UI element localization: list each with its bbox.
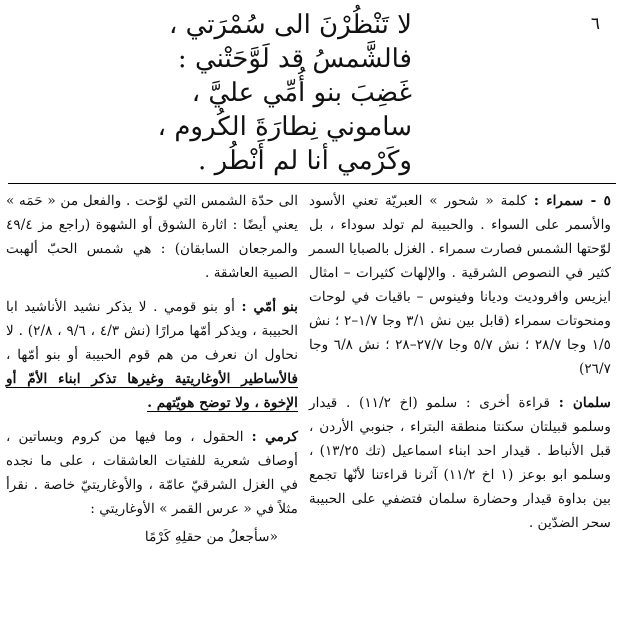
verse-line: فالشَّمسُ قد لَوَّحَتْني : (177, 44, 412, 74)
verse-number: ٦ (590, 14, 600, 34)
verse-line: وكَرْمي أنا لم أَنْطُر . (198, 146, 412, 176)
note-paragraph (309, 391, 611, 535)
poem-quote: «سأجعلُ من حقلِهِ كَرْمًا (144, 529, 278, 545)
note-lemma: كرمي : (251, 429, 298, 445)
note-body: الحقول ، وما فيها من كروم وبساتين ، أوصاف شعرية للفتيات العاشقات ، على ما نجده في الغزل الشرقيّ عامّة ، والأوغاريتيّ خاصة . نقرأ مثلاً في « عرس القمر » الأوغاريتي : (6, 429, 298, 517)
note-paragraph: الى حدّة الشمس التي لوّحت . والفعل من « حَمَه » يعني أيضًا : اثارة الشوق أو الشهوة (راجع مز ٤٩/٤ والمرجعان السابقان) : هي شمس الحبّ ألهبت الصبية العاشقة . (6, 193, 298, 281)
section-divider (8, 183, 616, 184)
note-lemma: سلمان : (558, 395, 612, 411)
commentary-right-column (309, 189, 611, 539)
note-paragraph (6, 425, 298, 521)
note-lemma: بنو أمّي : (241, 299, 298, 315)
note-paragraph (309, 189, 611, 381)
emphasized-passage: فالأساطير الأوغاريتية وغيرها تذكر ابناء الأمّ أو الإخوة ، ولا توضح هويّتهم . (6, 371, 298, 411)
note-lemma: ٥ - سمراء : (533, 193, 612, 209)
verse-line: لا تَنْظُرْنَ الى سُمْرَتي ، (168, 10, 412, 40)
verse-block (40, 4, 600, 180)
note-body: أو بنو قومي . لا يذكر نشيد الأناشيد ابا الحبيبة ، ويذكر أمّها مرارًا (نش ٤/٣ ، ٩/٦ ، ٢/٨) . لا نحاول ان نعرف من هم قوم الحبيبة أو بنو أمّها ، (6, 299, 299, 363)
note-paragraph (6, 295, 298, 415)
verse-line: ساموني نِطارَةَ الكُروم ، (157, 112, 412, 142)
note-body: كلمة « شحور » العبريّة تعني الأسود والأسمر على السواء . والحبيبة لم تولد سوداء ، بل لوّحتها الشمس فصارت سمراء . الغزل بالصبايا السمر كثير في النصوص الشرقية . والإلهات كثيرات – امثال ايزيس وافروديت وديانا وفينوس – باقيات في لوحات ومنحوتات سمراء (قابل بين نش ٣/١ وجا ١/٧–٢ ؛ نش ١/٥ وجا ٢٨/٧ ؛ نش ٥/٧ وجا ٢٧/٧–٢٨ ؛ نش ٦/٨ وجا ٢٦/٧) (309, 193, 612, 377)
note-body: قراءة أخرى : سلمو (اخ ١١/٢) . قيدار وسلمو قبيلتان سكنتا منطقة البتراء ، جنوبي الأردن ، قبل الأنباط . قيدار احد ابناء اسماعيل (تك ١٣/٢٥) ، وسلمو ابو بوعز (١ اخ ١١/٢) آثرنا قراءتنا لأنّها تجمع بين بداوة قيدار وحضارة سلمان فتضفي على الحبيبة سحر الضدّين . (309, 395, 611, 531)
verse-lines (52, 8, 412, 178)
commentary-left-column (6, 189, 298, 549)
verse-line: غَضِبَ بنو أُمِّي عليَّ ، (191, 78, 412, 108)
